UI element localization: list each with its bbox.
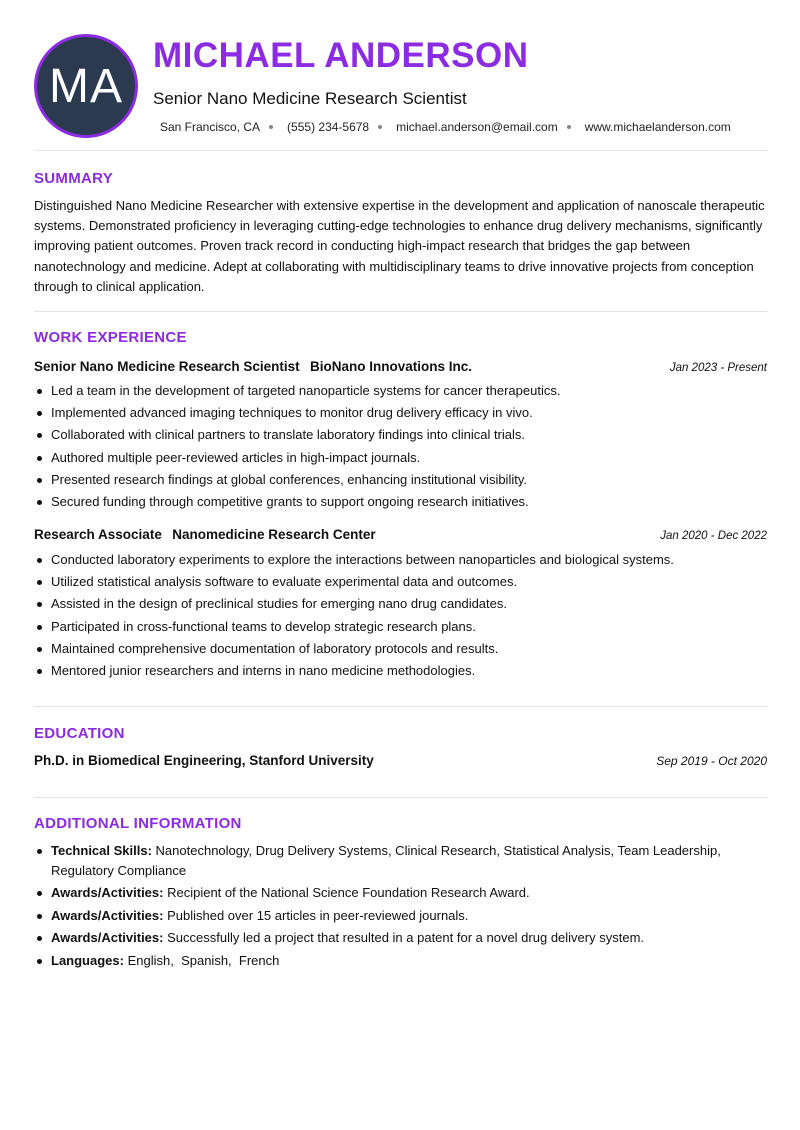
job-header: [34, 358, 767, 376]
education-heading: EDUCATION: [34, 725, 125, 742]
job-dates: Jan 2023 - Present: [669, 362, 767, 374]
list-item: [34, 928, 767, 948]
job-organization: BioNano Innovations Inc.: [310, 359, 473, 374]
summary-text: Distinguished Nano Medicine Researcher with extensive expertise in the development and application of nanoscale therapeutic systems. Demonstrated proficiency in leveraging cutting-edge technologies to enhance drug delivery mechanisms, significantly improving patient outcomes. Proven track record in conducting high-impact research that bridges the gap between nanotechnology and medicine. Adept at collaborating with multidisciplinary teams to drive innovative projects from conception through to clinical application.: [34, 198, 765, 294]
list-item: Mentored junior researchers and interns in nano medicine methodologies.: [34, 660, 767, 682]
job-bullet-list: [34, 380, 767, 513]
contact-email[interactable]: michael.anderson@email.com: [396, 120, 558, 134]
info-text: English, Spanish, French: [127, 952, 280, 968]
job-bullet-list: [34, 549, 767, 682]
info-label: Awards/Activities:: [51, 930, 164, 945]
contact-location: San Francisco, CA: [160, 120, 261, 134]
info-text: Nanotechnology, Drug Delivery Systems, Clinical Research, Statistical Analysis, Team Leadership, Regulatory Compliance: [51, 843, 721, 878]
info-text: Successfully led a project that resulted in a patent for a novel drug delivery system.: [167, 930, 645, 945]
info-text: Recipient of the National Science Foundation Research Award.: [167, 885, 530, 900]
job-role: Senior Nano Medicine Research Scientist: [34, 359, 300, 374]
job-dates: Jan 2020 - Dec 2022: [660, 530, 767, 542]
divider: [34, 311, 767, 312]
avatar-initials: MA: [49, 59, 123, 113]
list-item: Maintained comprehensive documentation of laboratory protocols and results.: [34, 638, 767, 660]
job-organization: Nanomedicine Research Center: [172, 527, 376, 542]
info-text: Published over 15 articles in peer-reviewed journals.: [167, 907, 469, 923]
job-header: [34, 526, 767, 544]
candidate-name: MICHAEL ANDERSON: [153, 36, 529, 75]
info-label: Awards/Activities:: [51, 885, 164, 900]
list-item: Assisted in the design of preclinical studies for emerging nano drug candidates.: [34, 593, 767, 615]
contact-phone: (555) 234-5678: [287, 120, 370, 134]
contact-line: [160, 120, 731, 134]
job-title: Senior Nano Medicine Research Scientist: [153, 89, 467, 108]
additional-info-heading: ADDITIONAL INFORMATION: [34, 815, 242, 832]
list-item: [34, 906, 767, 926]
education-degree: Ph.D. in Biomedical Engineering, Stanford University: [34, 753, 374, 768]
info-label: Technical Skills:: [51, 843, 152, 858]
resume-header: [34, 34, 767, 138]
list-item: [34, 951, 767, 971]
info-label: Awards/Activities:: [51, 907, 164, 923]
divider: [34, 150, 767, 151]
summary-heading: SUMMARY: [34, 170, 114, 187]
contact-website[interactable]: www.michaelanderson.com: [584, 120, 731, 134]
list-item: Conducted laboratory experiments to explore the interactions between nanoparticles and biological systems.: [34, 549, 767, 571]
divider: [34, 706, 767, 707]
separator-dot-icon: [567, 125, 571, 129]
info-label: Languages:: [51, 952, 124, 968]
additional-info-list: [34, 841, 767, 973]
list-item: Authored multiple peer-reviewed articles in high-impact journals.: [34, 447, 767, 469]
avatar: [34, 34, 138, 138]
separator-dot-icon: [269, 125, 273, 129]
separator-dot-icon: [378, 125, 382, 129]
divider: [34, 797, 767, 798]
list-item: Secured funding through competitive grants to support ongoing research initiatives.: [34, 491, 767, 513]
education-dates: Sep 2019 - Oct 2020: [656, 754, 767, 768]
list-item: [34, 841, 767, 880]
list-item: Led a team in the development of targeted nanoparticle systems for cancer therapeutics.: [34, 380, 767, 402]
work-experience-heading: WORK EXPERIENCE: [34, 329, 187, 346]
list-item: Participated in cross-functional teams to develop strategic research plans.: [34, 616, 767, 638]
list-item: Presented research findings at global conferences, enhancing institutional visibility.: [34, 469, 767, 491]
list-item: [34, 883, 767, 903]
list-item: Utilized statistical analysis software to evaluate experimental data and outcomes.: [34, 571, 767, 593]
education-entry: [34, 753, 767, 768]
list-item: Collaborated with clinical partners to translate laboratory findings into clinical trials.: [34, 424, 767, 446]
job-role: Research Associate: [34, 527, 162, 542]
list-item: Implemented advanced imaging techniques to monitor drug delivery efficacy in vivo.: [34, 402, 767, 424]
